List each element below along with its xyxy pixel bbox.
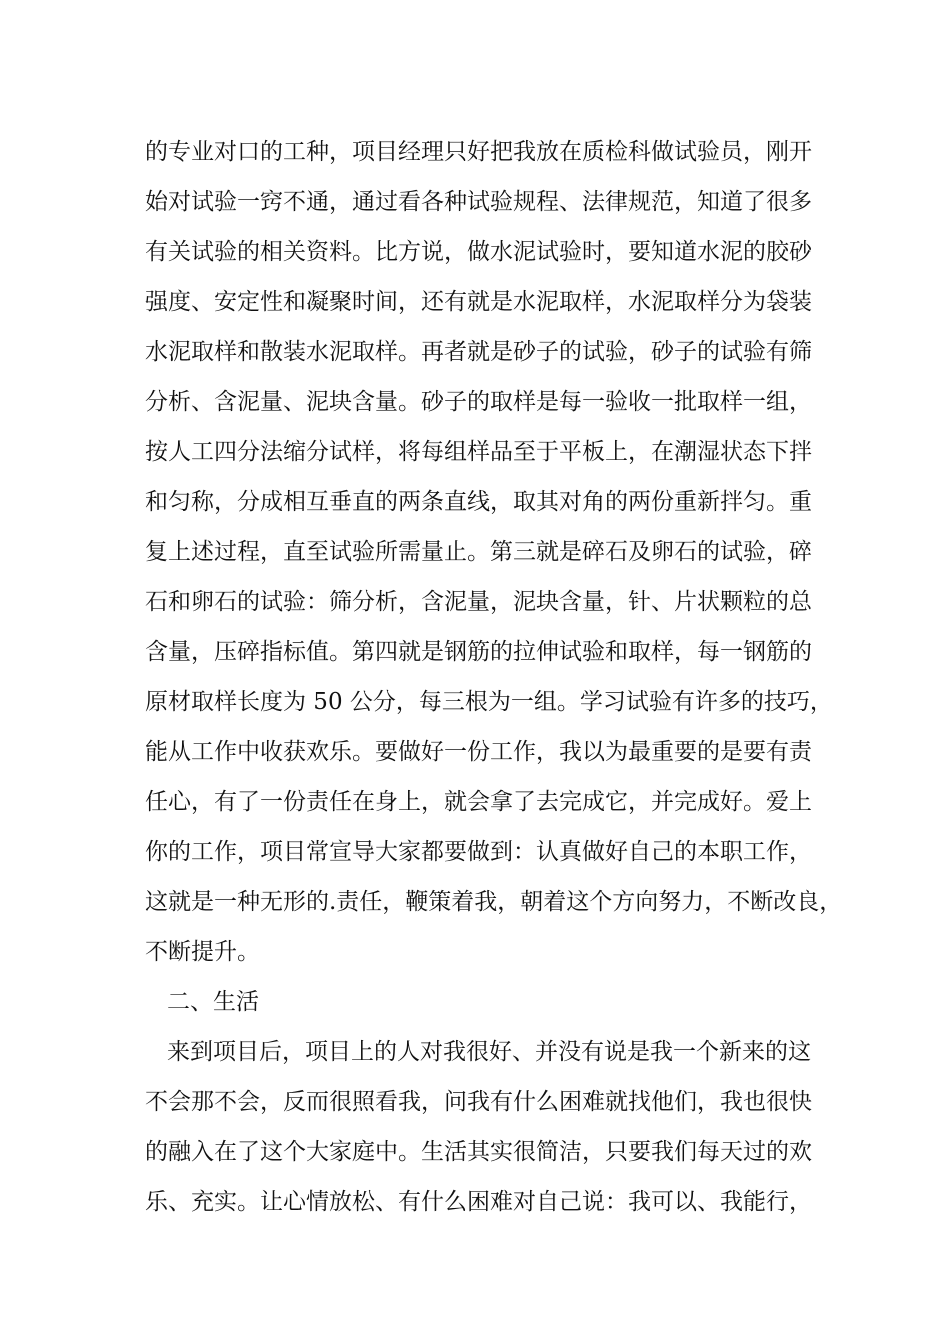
section-line-1: 来到项目后，项目上的人对我很好、并没有说是我一个新来的这	[167, 1039, 811, 1065]
body-line-9: 复上述过程，直至试验所需量止。第三就是碎石及卵石的试验，碎	[145, 539, 812, 565]
body-line-12: 原材取样长度为 50 公分，每三根为一组。学习试验有许多的技巧，	[145, 689, 833, 715]
body-line-14: 任心，有了一份责任在身上，就会拿了去完成它，并完成好。爱上	[145, 789, 812, 815]
section-line-4: 乐、充实。让心情放松、有什么困难对自己说：我可以、我能行，	[145, 1189, 812, 1215]
body-line-15: 你的工作，项目常宣导大家都要做到：认真做好自己的本职工作，	[145, 839, 812, 865]
body-line-5: 水泥取样和散装水泥取样。再者就是砂子的试验，砂子的试验有筛	[145, 339, 812, 365]
body-line-17: 不断提升。	[145, 939, 260, 965]
body-line-16: 这就是一种无形的.责任，鞭策着我，朝着这个方向努力，不断改良，	[145, 889, 843, 915]
body-line-13: 能从工作中收获欢乐。要做好一份工作，我以为最重要的是要有责	[145, 739, 812, 765]
body-line-11: 含量，压碎指标值。第四就是钢筋的拉伸试验和取样，每一钢筋的	[145, 639, 812, 665]
body-line-2: 始对试验一窍不通，通过看各种试验规程、法律规范，知道了很多	[145, 189, 812, 215]
section-line-3: 的融入在了这个大家庭中。生活其实很简洁，只要我们每天过的欢	[145, 1139, 812, 1165]
body-line-10: 石和卵石的试验：筛分析，含泥量，泥块含量，针、片状颗粒的总	[145, 589, 812, 615]
body-line-7: 按人工四分法缩分试样，将每组样品至于平板上，在潮湿状态下拌	[145, 439, 812, 465]
section-line-2: 不会那不会，反而很照看我，问我有什么困难就找他们，我也很快	[145, 1089, 812, 1115]
section-heading: 二、生活	[167, 989, 259, 1015]
body-line-3: 有关试验的相关资料。比方说，做水泥试验时，要知道水泥的胶砂	[145, 239, 812, 265]
body-line-1: 的专业对口的工种，项目经理只好把我放在质检科做试验员，刚开	[145, 139, 812, 165]
body-line-4: 强度、安定性和凝聚时间，还有就是水泥取样，水泥取样分为袋装	[145, 289, 812, 315]
body-line-8: 和匀称，分成相互垂直的两条直线，取其对角的两份重新拌匀。重	[145, 489, 812, 515]
body-line-6: 分析、含泥量、泥块含量。砂子的取样是每一验收一批取样一组，	[145, 389, 812, 415]
